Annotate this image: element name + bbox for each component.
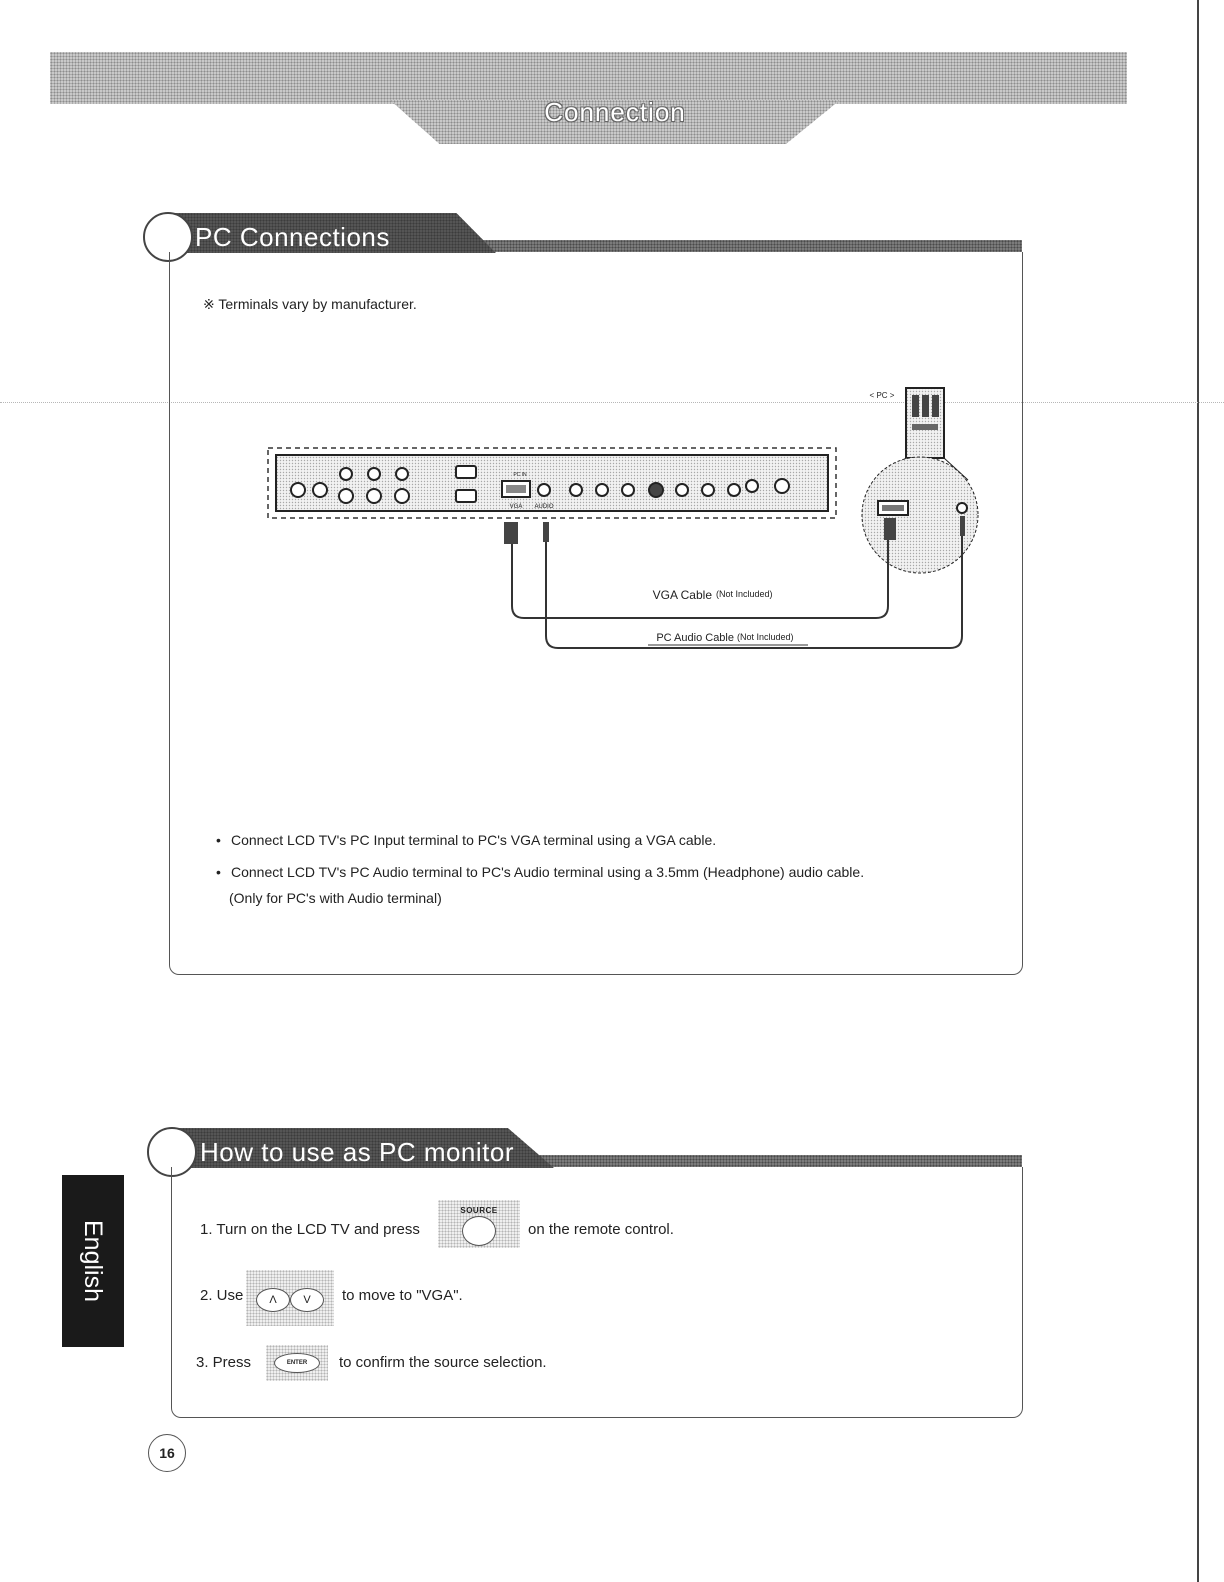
- step-1-after: on the remote control.: [528, 1221, 674, 1238]
- manufacturer-note: ※ Terminals vary by manufacturer.: [203, 296, 417, 312]
- vga-plug-pc: [884, 518, 896, 540]
- tv-vga-port: [502, 481, 530, 497]
- pc-audio-port: [957, 503, 967, 513]
- vga-plug-tv: [504, 522, 518, 544]
- enter-button-panel: [266, 1345, 328, 1381]
- section-title: PC Connections: [195, 222, 390, 252]
- source-button-label: SOURCE: [460, 1206, 498, 1215]
- step-1-text: 1. Turn on the LCD TV and press: [200, 1221, 420, 1238]
- language-tab: [62, 1175, 124, 1347]
- audio-cable-note: (Not Included): [737, 632, 794, 642]
- audio-plug-tv: [543, 522, 549, 542]
- source-button-panel: [438, 1200, 520, 1248]
- tv-port-vga-label: VGA: [509, 504, 523, 510]
- language-tab-label: English: [79, 1220, 107, 1302]
- bullet-dot: •: [216, 832, 221, 848]
- step-2-text: 2. Use: [200, 1287, 244, 1304]
- bullet-dot: •: [216, 864, 221, 880]
- vga-cable-label: VGA Cable: [652, 588, 712, 602]
- page-title: Connection: [544, 97, 686, 127]
- up-arrow-icon: Λ: [256, 1288, 290, 1312]
- pc-vga-port: [878, 501, 908, 515]
- audio-plug-pc: [960, 516, 965, 536]
- source-button-icon: [462, 1216, 496, 1246]
- vga-cable: [512, 540, 888, 618]
- bullet-note: (Only for PC's with Audio terminal): [229, 890, 442, 906]
- pc-tower: [906, 388, 944, 458]
- section-bar: [530, 1155, 1022, 1167]
- step-3-text: 3. Press: [196, 1354, 252, 1371]
- enter-button-icon: ENTER: [274, 1353, 320, 1373]
- section-title: How to use as PC monitor: [200, 1137, 515, 1167]
- tv-port-audio-label: AUDIO: [534, 504, 554, 510]
- tv-audio-port: [538, 484, 550, 496]
- bullet-audio: Connect LCD TV's PC Audio terminal to PC's Audio terminal using a 3.5mm (Headphone) audio cable.: [231, 864, 865, 880]
- audio-cable-label: PC Audio Cable: [656, 632, 734, 644]
- step-3-after: to confirm the source selection.: [339, 1354, 547, 1371]
- down-arrow-icon: V: [290, 1288, 324, 1312]
- tv-pc-group-label: PC IN: [513, 472, 527, 478]
- bullet-vga: Connect LCD TV's PC Input terminal to PC's VGA terminal using a VGA cable.: [231, 832, 717, 848]
- pc-label: < PC >: [869, 391, 895, 400]
- page-number: 16: [148, 1434, 186, 1472]
- vga-cable-note: (Not Included): [716, 589, 773, 599]
- arrow-buttons-panel: [246, 1270, 334, 1326]
- step-2-after: to move to "VGA".: [342, 1287, 463, 1304]
